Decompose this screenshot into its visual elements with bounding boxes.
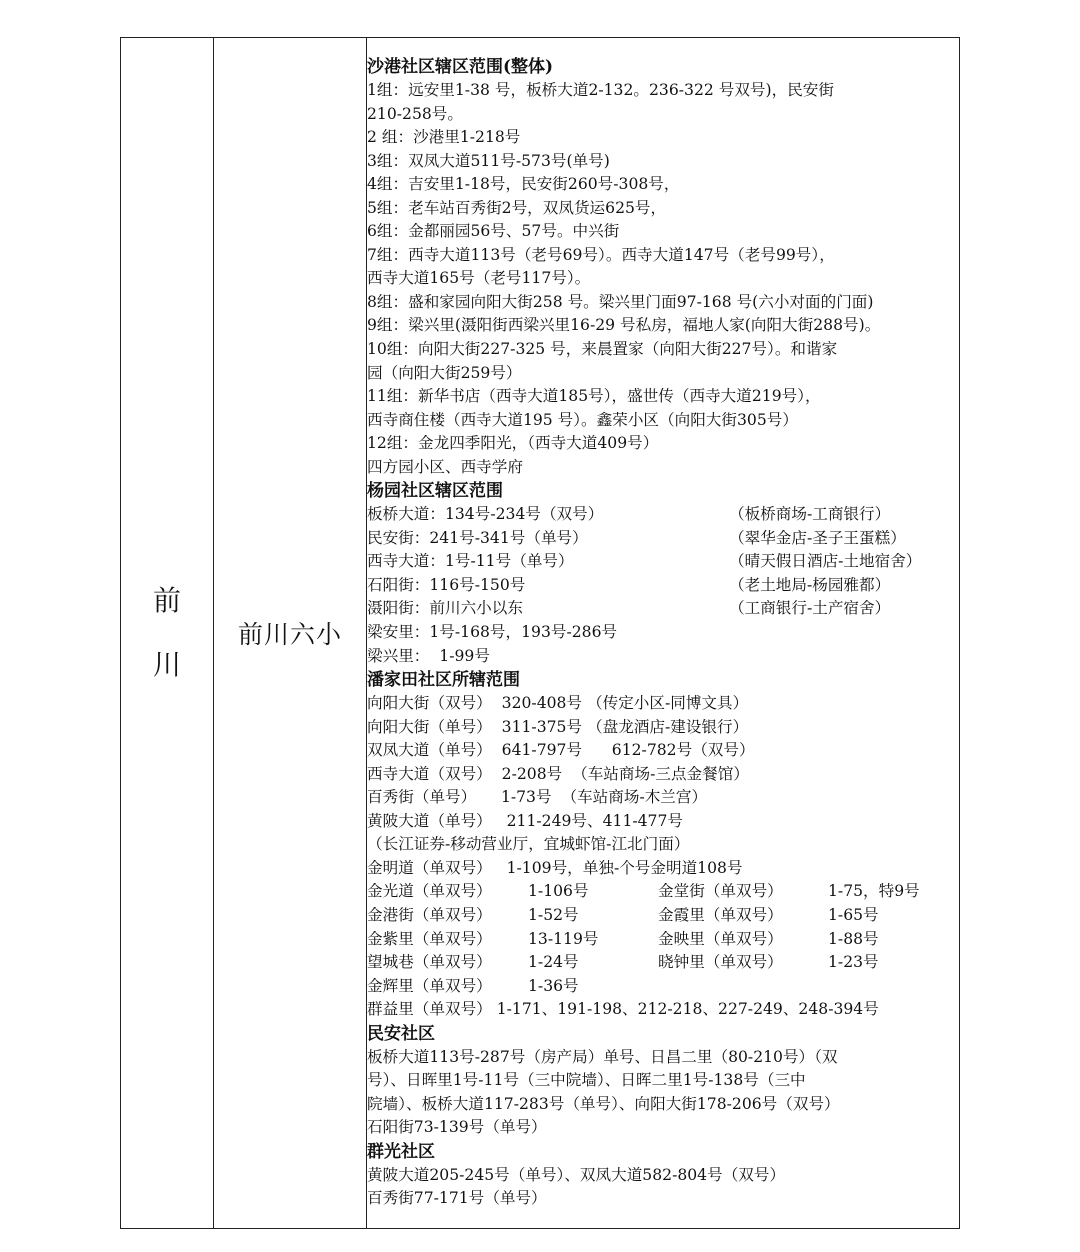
scope-line: 210-258号。	[367, 104, 463, 123]
scope-line: 1组：远安里1-38 号，板桥大道2-132。236-322 号双号)，民安街	[367, 80, 834, 99]
scope-line: 百秀街（单号） 1-73号 （车站商场-木兰宫）	[367, 788, 708, 807]
scope-line	[367, 550, 959, 574]
scope-cell	[367, 38, 960, 1229]
street-name: 金紫里（单双号）	[367, 929, 492, 948]
scope-line: 黄陂大道（单号） 211-249号、411-477号	[367, 811, 683, 830]
number-range: 13-119号	[528, 929, 599, 948]
jurisdiction-table	[120, 37, 960, 1229]
scope-line: 黄陂大道205-245号（单号）、双凤大道582-804号（双号）	[367, 1165, 786, 1184]
street-name: 金霞里（单双号）	[658, 906, 783, 925]
street-range: 板桥大道：134号-234号（双号）	[367, 505, 604, 524]
scope-line: 群益里（单双号） 1-171、191-198、212-218、227-249、248-394号	[367, 1000, 879, 1019]
scope-line: （长江证券-移动营业厅，宜城虾馆-江北门面）	[367, 835, 690, 854]
scope-line: 7组：西寺大道113号（老号69号）。西寺大道147号（老号99号），	[367, 245, 835, 264]
street-range: 民安街：241号-341号（单号）	[367, 528, 588, 547]
school-cell	[214, 38, 367, 1229]
scope-line: 3组：双凤大道511号-573号(单号)	[367, 151, 610, 170]
section-qunguang	[367, 1140, 959, 1211]
street-range: 滠阳街：前川六小以东	[367, 599, 523, 618]
scope-line: 10组：向阳大街227-325 号，来晨置家（向阳大街227号）。和谐家	[367, 339, 838, 358]
scope-line: 梁安里：1号-168号，193号-286号	[367, 623, 618, 641]
scope-line	[367, 880, 959, 904]
scope-line	[367, 904, 959, 928]
scope-line: 8组：盛和家园向阳大街258 号。梁兴里门面97-168 号(六小对面的门面)	[367, 292, 874, 311]
landmark-range: （晴天假日酒店-土地宿舍）	[729, 552, 922, 571]
section-title: 潘家田社区所辖范围	[367, 670, 520, 691]
landmark-range: （翠华金店-圣子王蛋糕）	[729, 528, 906, 547]
section-yangyuan	[367, 479, 959, 668]
number-range: 1-52号	[528, 906, 579, 925]
table-row	[121, 38, 960, 1229]
scope-line	[367, 527, 959, 551]
scope-line: 四方园小区、西寺学府	[367, 457, 523, 476]
scope-line: 石阳街73-139号（单号）	[367, 1118, 547, 1137]
scope-line: 2 组：沙港里1-218号	[367, 128, 521, 147]
landmark-range: （板桥商场-工商银行）	[729, 505, 891, 524]
section-shagang	[367, 55, 959, 479]
scope-line: 板桥大道113号-287号（房产局）单号、日昌二里（80-210号）（双	[367, 1047, 838, 1066]
scope-line: 9组：梁兴里(滠阳街西梁兴里16-29 号私房，福地人家(向阳大街288号)。	[367, 316, 881, 335]
scope-line	[367, 975, 959, 999]
street-name: 金港街（单双号）	[367, 906, 492, 925]
scope-line	[367, 928, 959, 952]
district-cell	[121, 38, 214, 1229]
number-range: 1-36号	[528, 976, 579, 995]
scope-line: 向阳大街（单号） 311-375号 （盘龙酒店-建设银行）	[367, 717, 749, 736]
landmark-range: （工商银行-土产宿舍）	[729, 599, 891, 618]
street-name: 金光道（单双号）	[367, 882, 492, 901]
landmark-range: （老土地局-杨园雅都）	[729, 575, 891, 594]
district-name: 前 川	[152, 584, 181, 681]
section-minan	[367, 1022, 959, 1140]
section-title: 沙港社区辖区范围(整体)	[367, 56, 554, 77]
scope-line: 西寺大道（双号） 2-208号 （车站商场-三点金餐馆）	[367, 764, 749, 783]
number-range: 1-88号	[828, 929, 879, 948]
street-range: 石阳街：116号-150号	[367, 575, 526, 594]
scope-line: 院墙）、板桥大道117-283号（单号）、向阳大街178-206号（双号）	[367, 1094, 840, 1113]
scope-line: 梁兴里： 1-99号	[367, 646, 490, 665]
section-title: 杨园社区辖区范围	[367, 481, 503, 502]
scope-line: 园（向阳大街259号）	[367, 363, 522, 382]
street-name: 望城巷（单双号）	[367, 953, 492, 972]
scope-line: 西寺大道165号（老号117号）。	[367, 269, 591, 288]
street-name: 金堂街（单双号）	[658, 882, 783, 901]
number-range: 1-106号	[528, 882, 589, 901]
number-range: 1-65号	[828, 906, 879, 925]
street-name: 晓钟里（单双号）	[658, 953, 783, 972]
street-range: 西寺大道：1号-11号（单号）	[367, 552, 574, 571]
street-name: 金映里（单双号）	[658, 929, 783, 948]
section-panjiatian	[367, 668, 959, 1022]
number-range: 1-75，特9号	[828, 882, 920, 901]
scope-line: 号）、日晖里1号-11号（三中院墙）、日晖二里1号-138号（三中	[367, 1071, 806, 1090]
scope-line: 12组：金龙四季阳光，（西寺大道409号）	[367, 434, 659, 453]
scope-line: 双凤大道（单号） 641-797号 612-782号（双号）	[367, 741, 755, 760]
scope-line: 5组：老车站百秀街2号，双凤货运625号，	[367, 198, 667, 217]
school-name: 前川六小	[237, 620, 342, 649]
scope-line: 西寺商住楼（西寺大道195 号）。鑫荣小区（向阳大街305号）	[367, 410, 798, 429]
scope-line	[367, 951, 959, 975]
scope-line: 金明道（单双号） 1-109号，单独-个号金明道108号	[367, 858, 743, 877]
number-range: 1-23号	[828, 953, 879, 972]
section-title: 民安社区	[367, 1023, 435, 1044]
street-name: 金辉里（单双号）	[367, 976, 492, 995]
scope-line	[367, 574, 959, 598]
scope-line: 6组：金都丽园56号、57号。中兴街	[367, 222, 620, 241]
scope-line: 4组：吉安里1-18号，民安街260号-308号，	[367, 175, 680, 194]
scope-line: 百秀街77-171号（单号）	[367, 1189, 547, 1208]
scope-line	[367, 503, 959, 527]
scope-line: 向阳大街（双号） 320-408号 （传定小区-同博文具）	[367, 694, 749, 713]
number-range: 1-24号	[528, 953, 579, 972]
scope-line	[367, 597, 959, 621]
section-title: 群光社区	[367, 1141, 435, 1162]
scope-line: 11组：新华书店（西寺大道185号），盛世传（西寺大道219号），	[367, 387, 821, 406]
